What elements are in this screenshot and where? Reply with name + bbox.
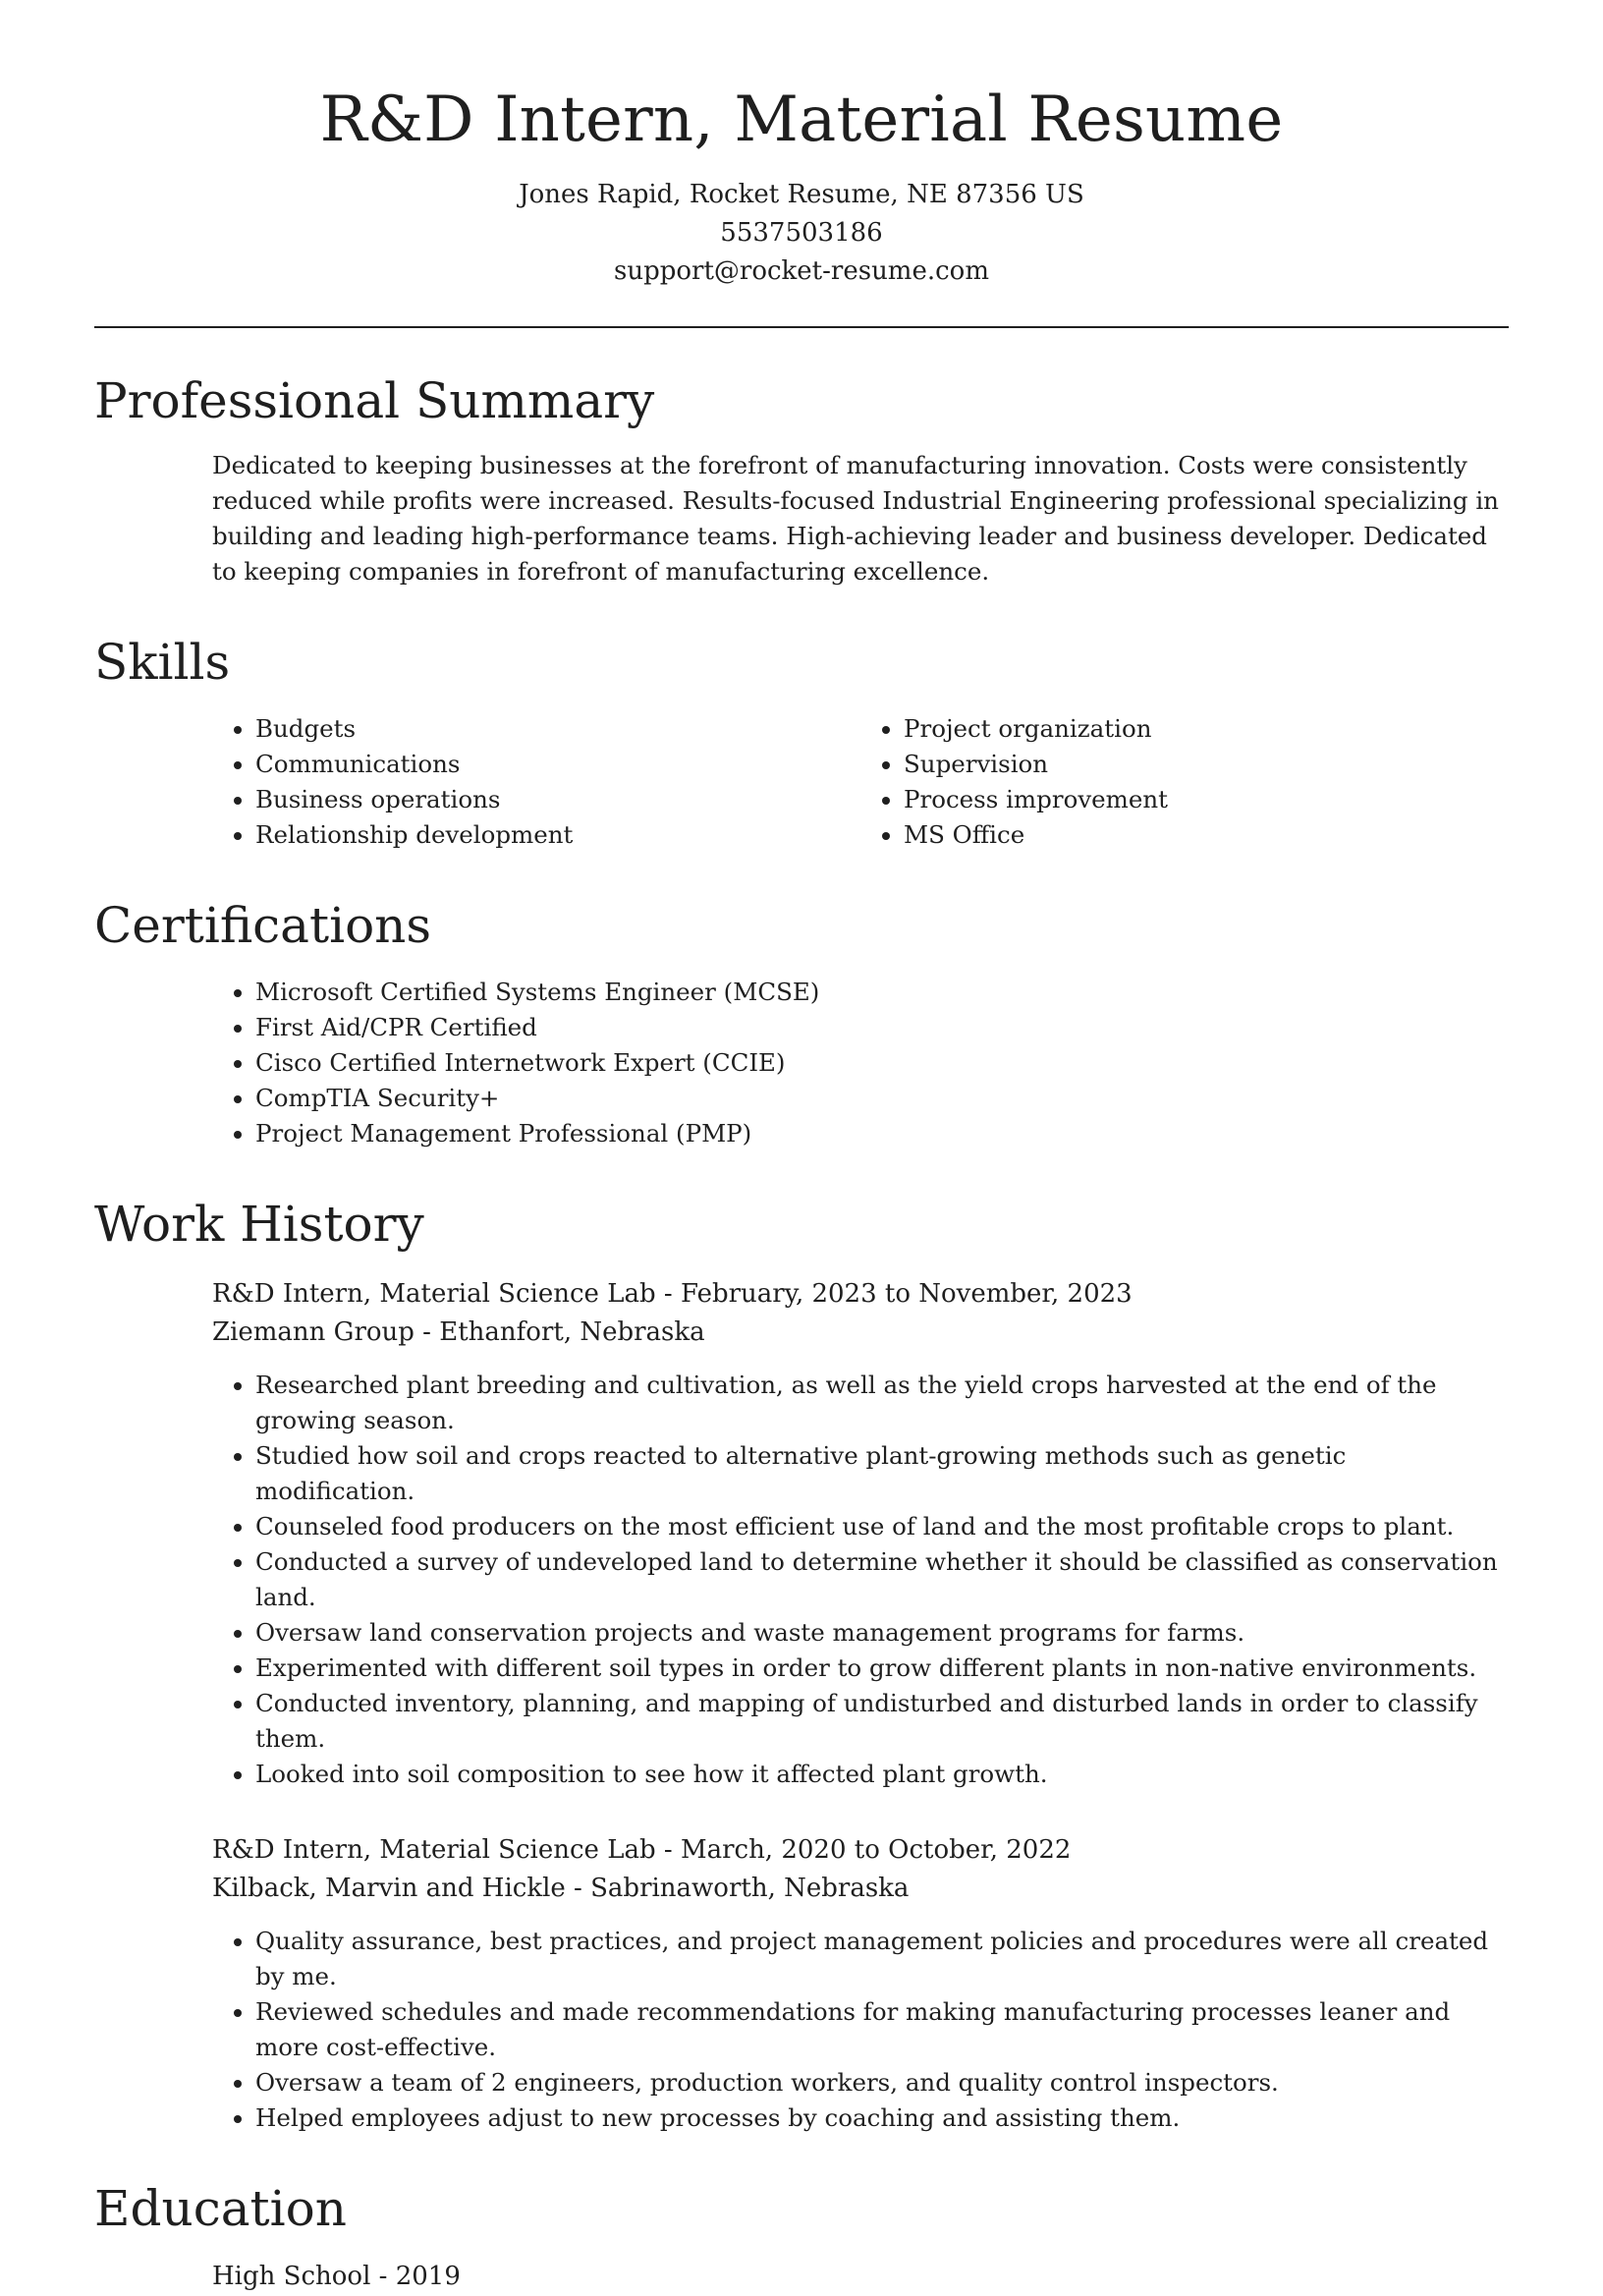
job-bullet: • Helped employees adjust to new processes by coaching and assisting them.: [255, 2100, 1509, 2136]
skill-item: • Supervision: [904, 747, 1509, 782]
skills-columns: [212, 711, 1509, 853]
skill-item: • Budgets: [255, 711, 860, 747]
summary-heading: Professional Summary: [94, 371, 655, 429]
certification-item: • CompTIA Security+: [255, 1081, 1509, 1116]
education-entry: [212, 2258, 1509, 2296]
skills-section: [94, 633, 1509, 853]
job-title: R&D Intern, Material Science Lab: [212, 1834, 656, 1865]
education-section: [94, 2179, 1509, 2296]
skill-item: • Process improvement: [904, 782, 1509, 817]
certifications-heading: Certifications: [94, 896, 432, 954]
job-location: Sabrinaworth, Nebraska: [590, 1873, 910, 1903]
job-bullet: • Experimented with different soil types in order to grow different plants in non-native environments.: [255, 1651, 1509, 1686]
certifications-list: [212, 975, 1509, 1151]
job-bullet: • Looked into soil composition to see how it affected plant growth.: [255, 1757, 1509, 1792]
skills-list-right: [860, 711, 1509, 853]
job-separator: -: [414, 1316, 440, 1347]
job-bullet: • Quality assurance, best practices, and project management policies and procedures were all created by me.: [255, 1924, 1509, 1994]
education-separator: -: [370, 2261, 396, 2291]
resume-header: [94, 0, 1509, 291]
job-bullet: • Counseled food producers on the most efficient use of land and the most profitable crops to plant.: [255, 1509, 1509, 1544]
job-bullet: • Reviewed schedules and made recommendations for making manufacturing processes leaner and more cost-effective.: [255, 1994, 1509, 2065]
resume-title: R&D Intern, Material Resume: [319, 84, 1284, 156]
certification-item: • Microsoft Certified Systems Engineer (MCSE): [255, 975, 1509, 1010]
job-bullets: [94, 1924, 1509, 2136]
certification-item: • Cisco Certified Internetwork Expert (CCIE): [255, 1045, 1509, 1081]
job-company-line: [212, 1870, 1509, 1908]
job-dates: February, 2023 to November, 2023: [680, 1278, 1133, 1309]
skill-item: • Business operations: [255, 782, 860, 817]
contact-block: [94, 176, 1509, 291]
certifications-body: [212, 975, 1509, 1151]
job-location: Ethanfort, Nebraska: [439, 1316, 705, 1347]
job-separator: -: [655, 1834, 681, 1865]
job-title-line: [212, 1831, 1509, 1870]
job-bullet: • Oversaw land conservation projects and waste management programs for farms.: [255, 1615, 1509, 1651]
certification-item: • Project Management Professional (PMP): [255, 1116, 1509, 1151]
education-heading: Education: [94, 2179, 347, 2237]
skill-item: • Project organization: [904, 711, 1509, 747]
job-title-line: [212, 1275, 1509, 1314]
job-bullets: [94, 1368, 1509, 1792]
job-company-line: [212, 1314, 1509, 1352]
job-dates: March, 2020 to October, 2022: [680, 1834, 1072, 1865]
certifications-section: [94, 896, 1509, 1151]
contact-phone: 5537503186: [720, 217, 883, 248]
work-history-section: [94, 1195, 1509, 2136]
job-bullet: • Conducted a survey of undeveloped land to determine whether it should be classified as conservation land.: [255, 1544, 1509, 1615]
contact-address: Jones Rapid, Rocket Resume, NE 87356 US: [519, 179, 1084, 209]
skill-item: • MS Office: [904, 817, 1509, 853]
job-title: R&D Intern, Material Science Lab: [212, 1278, 656, 1309]
job-company: Kilback, Marvin and Hickle: [212, 1873, 566, 1903]
summary-section: [94, 371, 1509, 589]
certification-item: • First Aid/CPR Certified: [255, 1010, 1509, 1045]
header-divider: [94, 326, 1509, 328]
summary-text: Dedicated to keeping businesses at the forefront of manufacturing innovation. Costs were consistently reduced while profits were increased. Results-focused Industrial Engineering professional specializing in building and leading high-performance teams. High-achieving leader and business developer. Dedicated to keeping companies in forefront of manufacturing excellence.: [212, 450, 1499, 586]
job-entry: [212, 1275, 1509, 1792]
job-bullet: • Conducted inventory, planning, and mapping of undisturbed and disturbed lands in order to classify them.: [255, 1686, 1509, 1757]
job-separator: -: [565, 1873, 591, 1903]
contact-email: support@rocket-resume.com: [613, 255, 989, 286]
job-bullet: • Studied how soil and crops reacted to alternative plant-growing methods such as genetic modification.: [255, 1438, 1509, 1509]
job-bullet: • Oversaw a team of 2 engineers, production workers, and quality control inspectors.: [255, 2065, 1509, 2100]
skill-item: • Communications: [255, 747, 860, 782]
job-entry: [212, 1831, 1509, 2136]
skills-list-left: [212, 711, 860, 853]
job-separator: -: [655, 1278, 681, 1309]
job-bullet: • Researched plant breeding and cultivation, as well as the yield crops harvested at the end of the growing season.: [255, 1368, 1509, 1438]
work-history-heading: Work History: [94, 1195, 424, 1253]
skill-item: • Relationship development: [255, 817, 860, 853]
education-degree: High School: [212, 2261, 371, 2291]
job-company: Ziemann Group: [212, 1316, 415, 1347]
education-year: 2019: [395, 2261, 461, 2291]
skills-heading: Skills: [94, 633, 231, 691]
